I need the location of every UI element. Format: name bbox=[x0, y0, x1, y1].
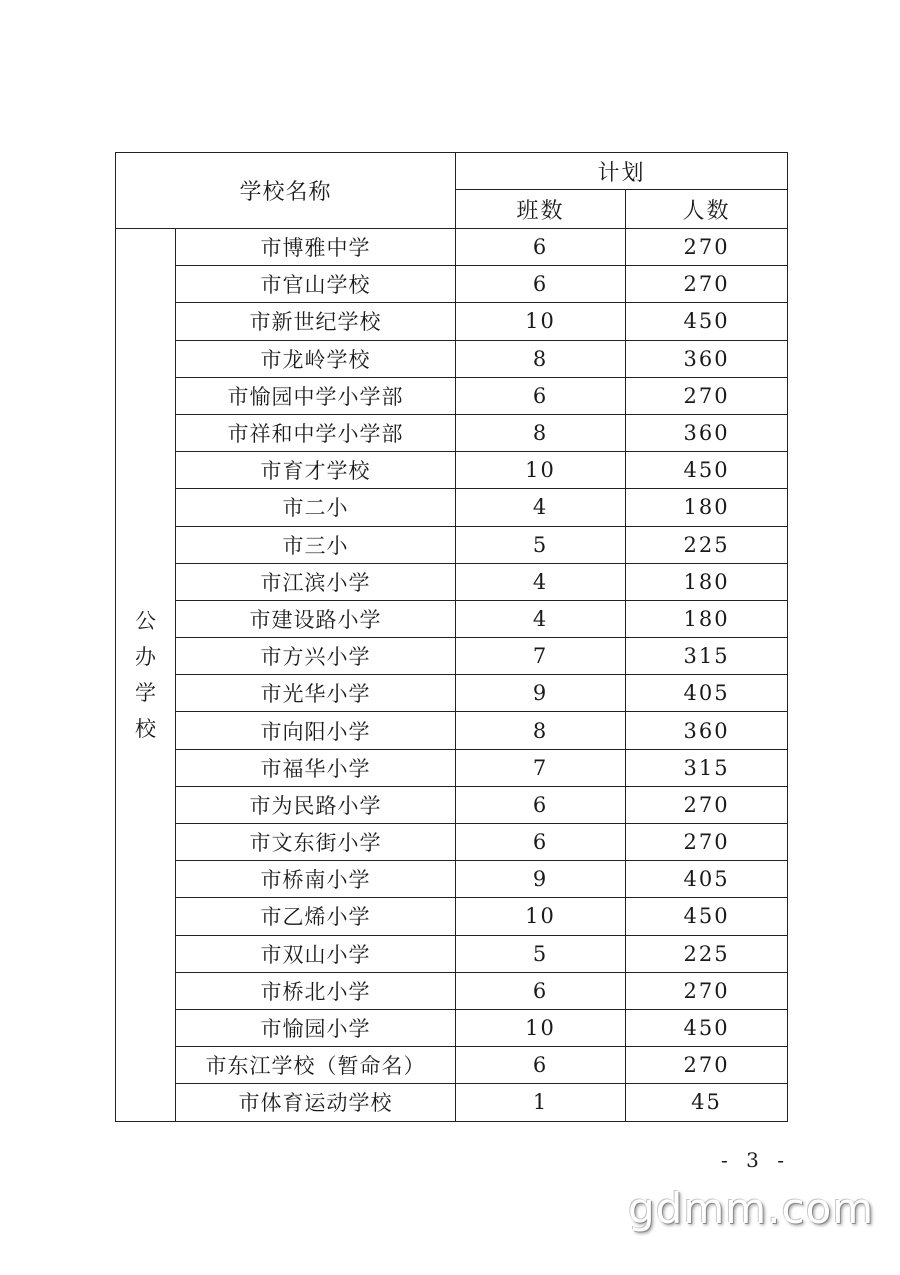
student-count: 270 bbox=[626, 786, 788, 823]
table-row bbox=[116, 266, 788, 303]
table-row bbox=[116, 1047, 788, 1084]
student-count: 360 bbox=[626, 414, 788, 451]
student-count: 45 bbox=[626, 1084, 788, 1121]
student-count: 180 bbox=[626, 563, 788, 600]
student-count: 315 bbox=[626, 749, 788, 786]
class-count: 5 bbox=[456, 526, 626, 563]
school-name: 市祥和中学小学部 bbox=[176, 414, 456, 451]
category-char: 办 bbox=[135, 644, 156, 669]
school-name: 市体育运动学校 bbox=[176, 1084, 456, 1121]
header-school-name: 学校名称 bbox=[116, 153, 456, 229]
table-row bbox=[116, 340, 788, 377]
class-count: 10 bbox=[456, 303, 626, 340]
school-name: 市愉园小学 bbox=[176, 1009, 456, 1046]
table-row bbox=[116, 600, 788, 637]
school-name: 市乙烯小学 bbox=[176, 898, 456, 935]
watermark: gdmm.com bbox=[628, 1184, 875, 1233]
table-row bbox=[116, 563, 788, 600]
class-count: 1 bbox=[456, 1084, 626, 1121]
class-count: 8 bbox=[456, 712, 626, 749]
category-public-schools bbox=[116, 229, 176, 1122]
header-classes: 班数 bbox=[456, 190, 626, 229]
school-name: 市东江学校（暂命名） bbox=[176, 1047, 456, 1084]
student-count: 225 bbox=[626, 526, 788, 563]
student-count: 450 bbox=[626, 303, 788, 340]
student-count: 270 bbox=[626, 1047, 788, 1084]
table-row bbox=[116, 861, 788, 898]
class-count: 4 bbox=[456, 489, 626, 526]
school-name: 市龙岭学校 bbox=[176, 340, 456, 377]
student-count: 270 bbox=[626, 377, 788, 414]
class-count: 6 bbox=[456, 377, 626, 414]
student-count: 270 bbox=[626, 266, 788, 303]
class-count: 7 bbox=[456, 638, 626, 675]
class-count: 6 bbox=[456, 786, 626, 823]
student-count: 180 bbox=[626, 489, 788, 526]
table-row bbox=[116, 749, 788, 786]
student-count: 450 bbox=[626, 452, 788, 489]
class-count: 8 bbox=[456, 414, 626, 451]
school-name: 市为民路小学 bbox=[176, 786, 456, 823]
class-count: 10 bbox=[456, 452, 626, 489]
class-count: 6 bbox=[456, 229, 626, 266]
student-count: 405 bbox=[626, 861, 788, 898]
school-name: 市江滨小学 bbox=[176, 563, 456, 600]
category-char: 校 bbox=[135, 716, 156, 741]
school-name: 市光华小学 bbox=[176, 675, 456, 712]
table-row bbox=[116, 824, 788, 861]
student-count: 270 bbox=[626, 824, 788, 861]
school-name: 市福华小学 bbox=[176, 749, 456, 786]
class-count: 5 bbox=[456, 935, 626, 972]
header-students: 人数 bbox=[626, 190, 788, 229]
school-name: 市桥北小学 bbox=[176, 972, 456, 1009]
class-count: 9 bbox=[456, 861, 626, 898]
table-row bbox=[116, 638, 788, 675]
table-row bbox=[116, 452, 788, 489]
class-count: 10 bbox=[456, 1009, 626, 1046]
table-row bbox=[116, 675, 788, 712]
table-row bbox=[116, 786, 788, 823]
class-count: 6 bbox=[456, 266, 626, 303]
school-name: 市新世纪学校 bbox=[176, 303, 456, 340]
table-body bbox=[116, 229, 788, 1122]
table-row bbox=[116, 1084, 788, 1121]
student-count: 180 bbox=[626, 600, 788, 637]
student-count: 360 bbox=[626, 340, 788, 377]
table-row bbox=[116, 898, 788, 935]
class-count: 8 bbox=[456, 340, 626, 377]
class-count: 6 bbox=[456, 1047, 626, 1084]
school-name: 市博雅中学 bbox=[176, 229, 456, 266]
table-row bbox=[116, 972, 788, 1009]
class-count: 4 bbox=[456, 563, 626, 600]
school-name: 市二小 bbox=[176, 489, 456, 526]
student-count: 450 bbox=[626, 1009, 788, 1046]
class-count: 6 bbox=[456, 972, 626, 1009]
table-row bbox=[116, 712, 788, 749]
school-name: 市桥南小学 bbox=[176, 861, 456, 898]
enrollment-plan-table bbox=[115, 152, 788, 1122]
header-plan: 计划 bbox=[456, 153, 788, 190]
student-count: 360 bbox=[626, 712, 788, 749]
category-char: 公 bbox=[135, 608, 156, 633]
school-name: 市文东街小学 bbox=[176, 824, 456, 861]
class-count: 4 bbox=[456, 600, 626, 637]
school-name: 市官山学校 bbox=[176, 266, 456, 303]
school-name: 市育才学校 bbox=[176, 452, 456, 489]
table-row bbox=[116, 935, 788, 972]
student-count: 450 bbox=[626, 898, 788, 935]
student-count: 405 bbox=[626, 675, 788, 712]
student-count: 270 bbox=[626, 972, 788, 1009]
student-count: 315 bbox=[626, 638, 788, 675]
school-name: 市三小 bbox=[176, 526, 456, 563]
school-name: 市建设路小学 bbox=[176, 600, 456, 637]
class-count: 6 bbox=[456, 824, 626, 861]
table-row bbox=[116, 414, 788, 451]
class-count: 7 bbox=[456, 749, 626, 786]
table-row bbox=[116, 489, 788, 526]
school-name: 市向阳小学 bbox=[176, 712, 456, 749]
school-name: 市双山小学 bbox=[176, 935, 456, 972]
student-count: 225 bbox=[626, 935, 788, 972]
class-count: 9 bbox=[456, 675, 626, 712]
school-name: 市愉园中学小学部 bbox=[176, 377, 456, 414]
student-count: 270 bbox=[626, 229, 788, 266]
page-number: - 3 - bbox=[721, 1148, 790, 1172]
table-row bbox=[116, 303, 788, 340]
table-row bbox=[116, 377, 788, 414]
table-row bbox=[116, 526, 788, 563]
category-char: 学 bbox=[135, 680, 156, 705]
table-row bbox=[116, 229, 788, 266]
table-row bbox=[116, 1009, 788, 1046]
school-name: 市方兴小学 bbox=[176, 638, 456, 675]
class-count: 10 bbox=[456, 898, 626, 935]
